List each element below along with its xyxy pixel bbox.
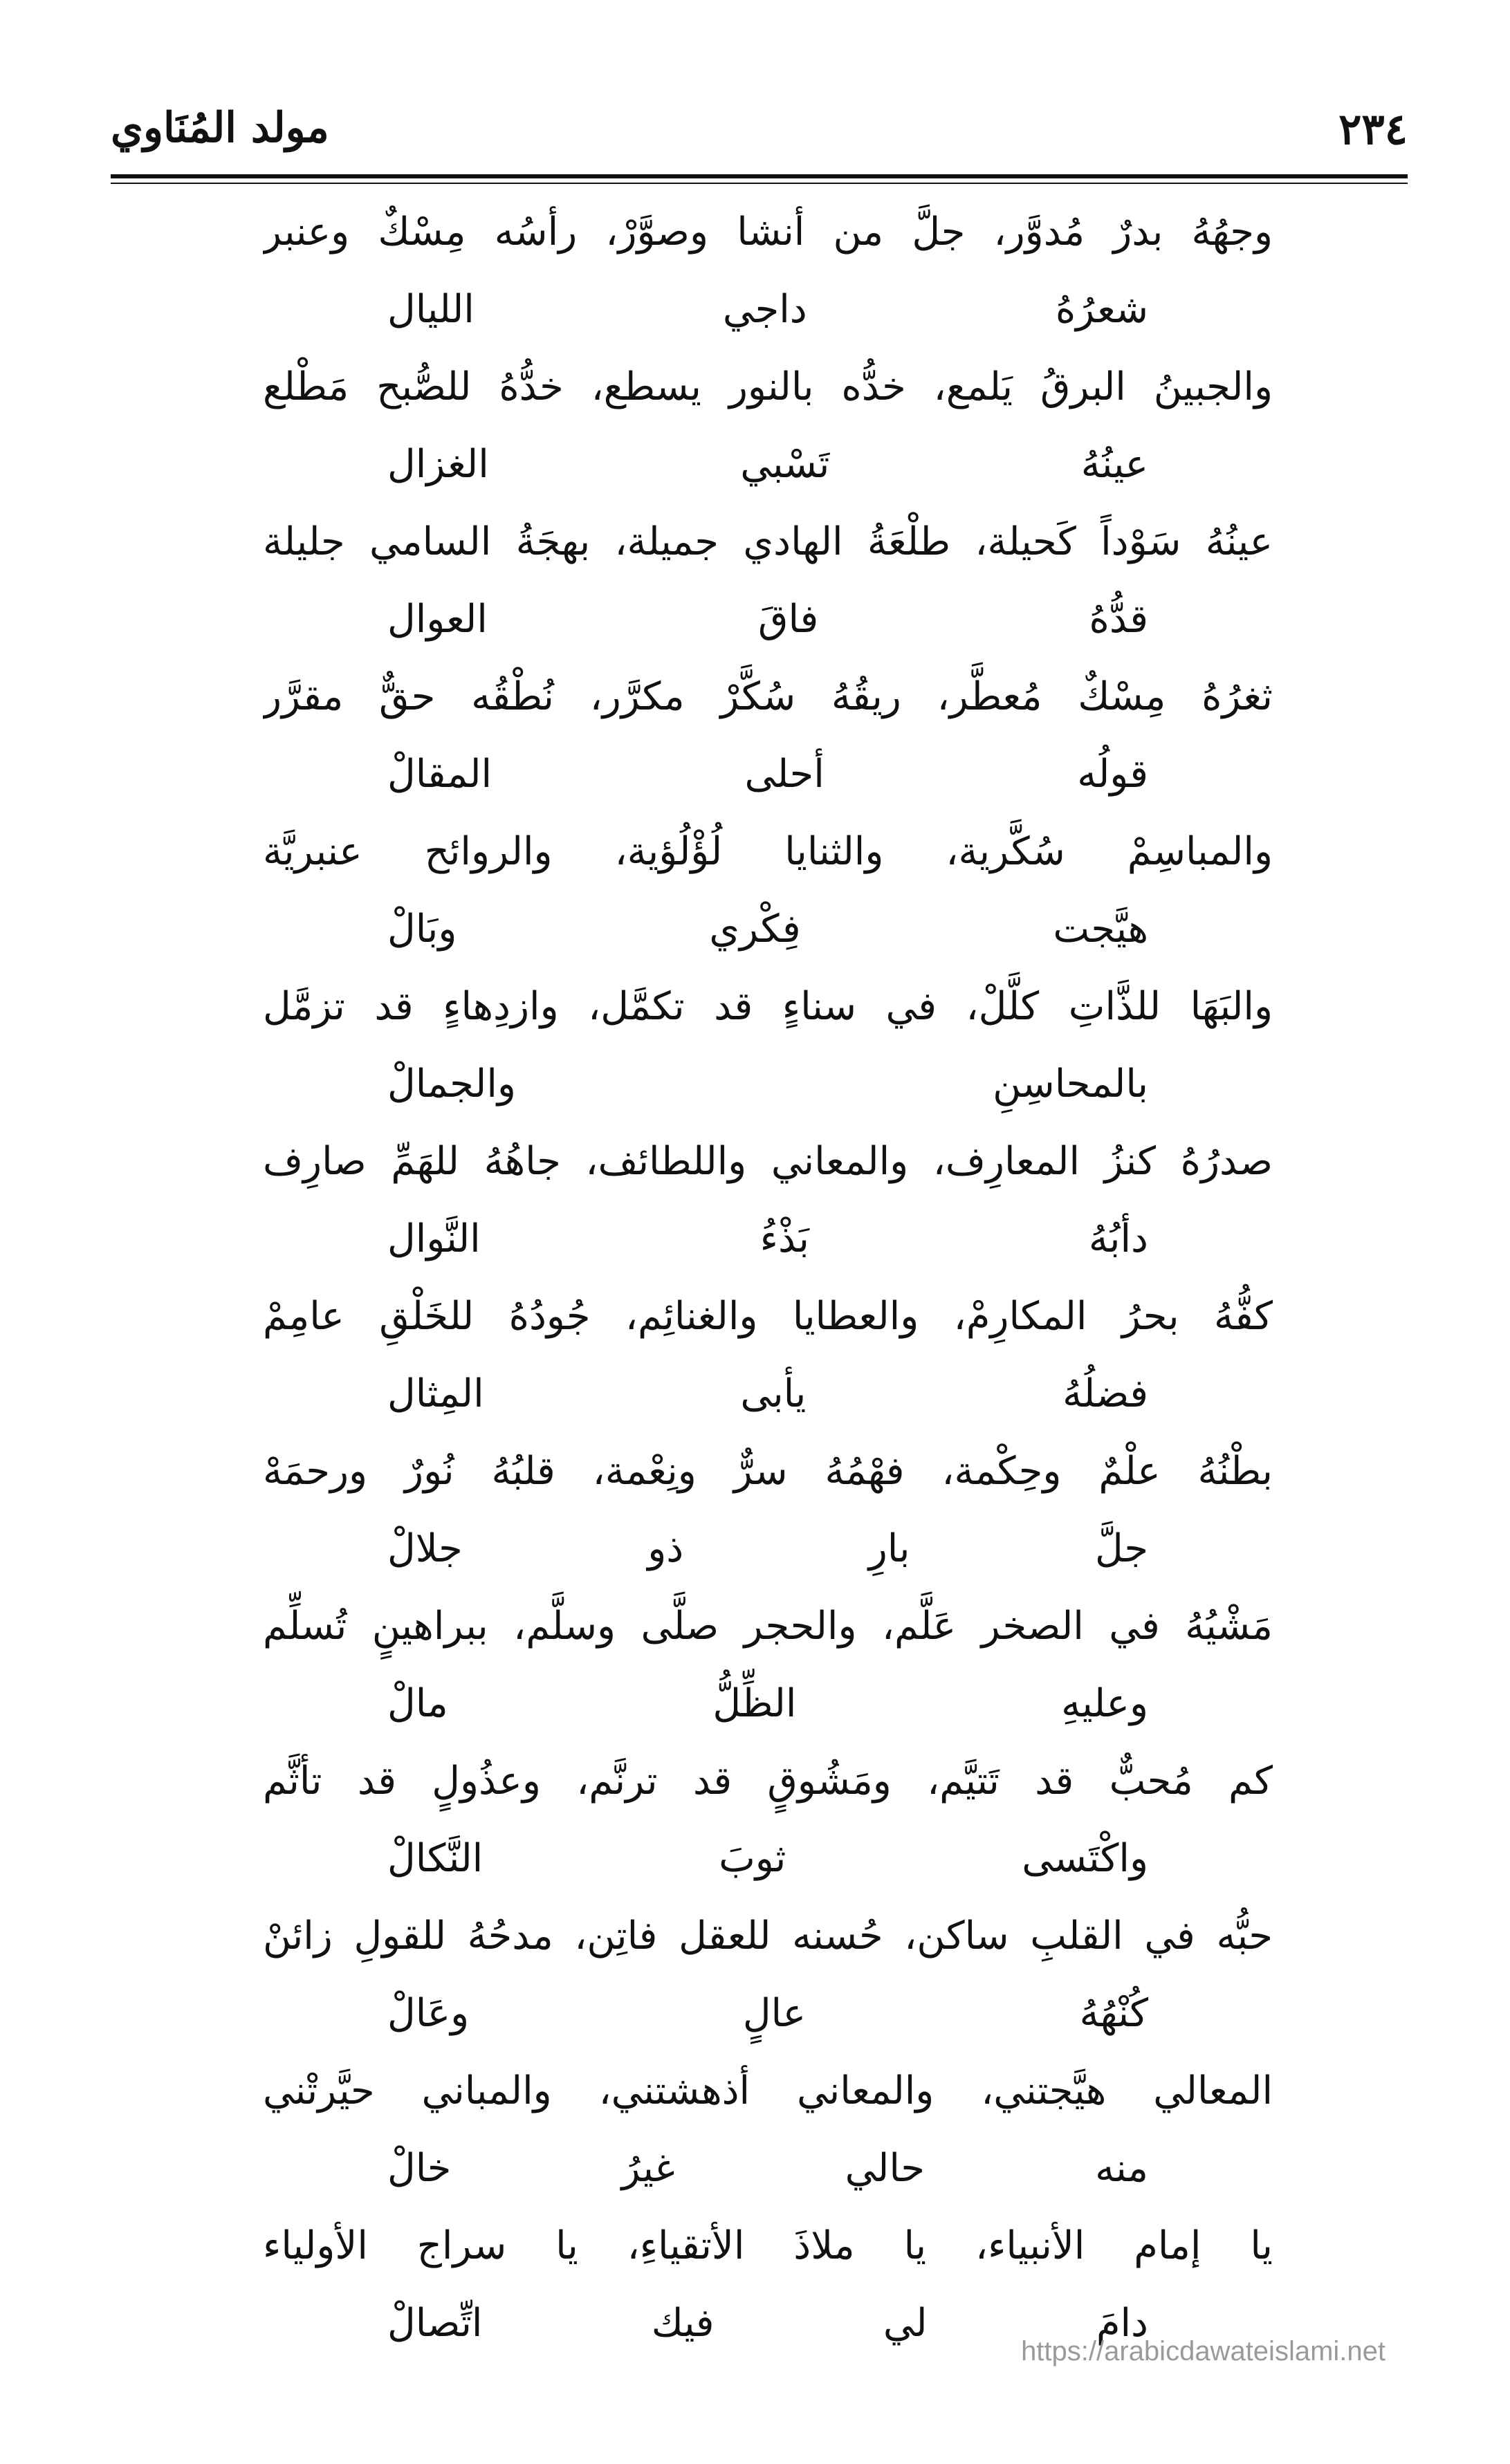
verse-line: بطْنُهُ علْمٌ وحِكْمة، فهْمُهُ سرٌّ ونِعْمة، قلبُهُ نُورٌ ورحمَهْ	[263, 1449, 1273, 1494]
verse-refrain: دامَ لي فيك اتِّصالْ	[387, 2301, 1148, 2346]
running-title: مولد المُنَاوي	[111, 104, 329, 152]
verse-line: والمباسِمْ سُكَّرية، والثنايا لُؤْلُؤية، والروائح عنبريَّة	[263, 829, 1273, 874]
verse-refrain-wrap	[263, 426, 1273, 503]
verse-stanza	[263, 968, 1273, 1123]
verse-refrain: قدُّهُ فاقَ العوال	[387, 597, 1148, 642]
verse-stanza	[263, 1743, 1273, 1898]
page-number: ٢٣٤	[1338, 104, 1408, 154]
verse-stanza	[263, 349, 1273, 503]
verse-refrain: عينُهُ تَسْبي الغزال	[387, 442, 1148, 487]
verse-refrain: منه حالي غيرُ خالْ	[387, 2146, 1148, 2191]
verse-stanza	[263, 1898, 1273, 2053]
header-rule	[111, 174, 1408, 178]
verse-refrain-wrap	[263, 1201, 1273, 1278]
verse-refrain: وعليهِ الظِّلُّ مالْ	[387, 1681, 1148, 1726]
header-rule-thin	[111, 183, 1408, 184]
page-header	[111, 97, 1408, 173]
watermark: https://arabicdawateislami.net	[1021, 2336, 1385, 2366]
verse-line: عينُهُ سَوْداً كَحيلة، طلْعَةُ الهادي جميلة، بهجَةُ السامي جليلة	[263, 519, 1273, 564]
verse-refrain-wrap	[263, 1355, 1273, 1433]
verse-stanza	[263, 1588, 1273, 1743]
verse-refrain-wrap	[263, 2130, 1273, 2207]
poem-body	[263, 194, 1273, 2362]
verse-stanza	[263, 1278, 1273, 1433]
verse-line: المعالي هيَّجتني، والمعاني أذهشتني، والمباني حيَّرتْني	[263, 2068, 1273, 2113]
verse-refrain: هيَّجت فِكْري وبَالْ	[387, 907, 1148, 952]
verse-refrain-wrap	[263, 1046, 1273, 1123]
verse-line: والجبينُ البرقُ يَلمع، خدُّه بالنور يسطع، خدُّهُ للصُّبح مَطْلع	[263, 364, 1273, 409]
verse-line: وجهُهُ بدرٌ مُدوَّر، جلَّ من أنشا وصوَّرْ، رأسُه مِسْكٌ وعنبر	[263, 210, 1273, 254]
verse-line: كم مُحبٌّ قد تَتيَّم، ومَشُوقٍ قد ترنَّم، وعذُولٍ قد تأثَّم	[263, 1759, 1273, 1804]
verse-refrain: فضلُهُ يأبى المِثال	[387, 1371, 1148, 1416]
verse-refrain: شعرُهُ داجي الليال	[387, 287, 1148, 332]
verse-refrain: جلَّ بارِ ذو جلالْ	[387, 1526, 1148, 1571]
verse-line: يا إمام الأنبياء، يا ملاذَ الأتقياءِ، يا سراج الأولياء	[263, 2223, 1273, 2268]
verse-refrain-wrap	[263, 581, 1273, 658]
verse-line: كفُّهُ بحرُ المكارِمْ، والعطايا والغنائِم، جُودُهُ للخَلْقِ عامِمْ	[263, 1294, 1273, 1339]
verse-refrain-wrap	[263, 736, 1273, 813]
verse-refrain: قولُه أحلى المقالْ	[387, 752, 1148, 797]
verse-stanza	[263, 1123, 1273, 1278]
verse-refrain: بالمحاسِنِ والجمالْ	[387, 1062, 1148, 1106]
verse-refrain: كُنْهُهُ عالٍ وعَالْ	[387, 1991, 1148, 2036]
verse-stanza	[263, 194, 1273, 349]
verse-line: صدرُهُ كنزُ المعارِف، والمعاني واللطائف، جاهُهُ للهَمِّ صارِف	[263, 1139, 1273, 1184]
verse-refrain-wrap	[263, 1665, 1273, 1743]
verse-stanza	[263, 658, 1273, 813]
verse-refrain-wrap	[263, 891, 1273, 968]
verse-line: حبُّه في القلبِ ساكن، حُسنه للعقل فاتِن، مدحُهُ للقولِ زائنْ	[263, 1914, 1273, 1958]
verse-refrain-wrap	[263, 1510, 1273, 1588]
verse-refrain: دأبُهُ بَذْءُ النَّوال	[387, 1216, 1148, 1261]
verse-refrain-wrap	[263, 1820, 1273, 1898]
verse-refrain-wrap	[263, 271, 1273, 349]
verse-refrain-wrap	[263, 1975, 1273, 2053]
verse-refrain: واكْتَسى ثوبَ النَّكالْ	[387, 1836, 1148, 1881]
verse-stanza	[263, 503, 1273, 658]
verse-stanza	[263, 2053, 1273, 2207]
verse-stanza	[263, 813, 1273, 968]
verse-stanza	[263, 1433, 1273, 1588]
verse-line: ثغرُهُ مِسْكٌ مُعطَّر، ريقُهُ سُكَّرْ مكرَّر، نُطْقُه حقٌّ مقرَّر	[263, 674, 1273, 719]
verse-line: مَشْيُهُ في الصخر عَلَّم، والحجر صلَّى وسلَّم، ببراهينٍ تُسلِّم	[263, 1604, 1273, 1649]
verse-line: والبَهَا للذَّاتِ كلَّلْ، في سناءٍ قد تكمَّل، وازدِهاءٍ قد تزمَّل	[263, 984, 1273, 1029]
